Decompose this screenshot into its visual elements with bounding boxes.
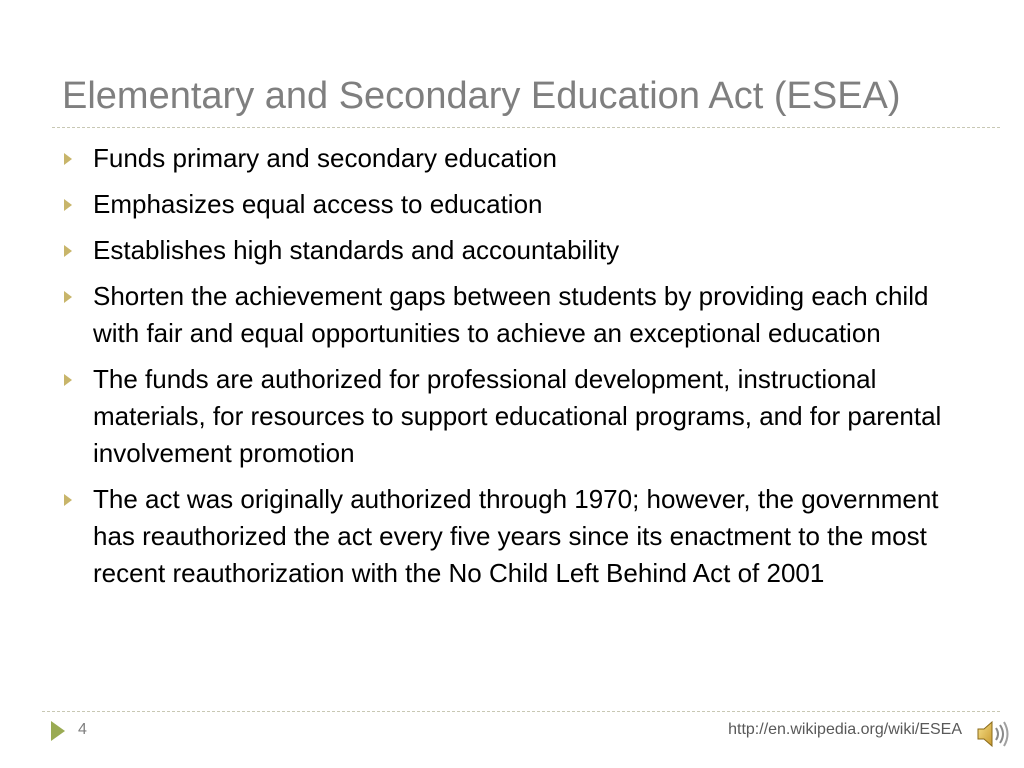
bullet-text: The act was originally authorized through 1970; however, the government has reauthorized the act every five years since its enactment to the most recent reauthorization with the No Child Left Behind Act of 2001 [93, 484, 939, 588]
bullet-item [60, 361, 960, 472]
bullet-arrow-icon [64, 374, 72, 386]
bullet-list [60, 140, 960, 601]
speaker-icon[interactable] [972, 716, 1012, 752]
bullet-text: Funds primary and secondary education [93, 143, 557, 173]
bullet-text: The funds are authorized for professional development, instructional materials, for resources to support educational programs, and for parental involvement promotion [93, 364, 942, 468]
bullet-arrow-icon [64, 291, 72, 303]
bullet-text: Emphasizes equal access to education [93, 189, 543, 219]
slide-title: Elementary and Secondary Education Act (ESEA) [62, 75, 901, 117]
bullet-item [60, 481, 960, 592]
source-link[interactable]: http://en.wikipedia.org/wiki/ESEA [728, 721, 962, 738]
bullet-text: Establishes high standards and accountability [93, 235, 620, 265]
title-divider [52, 127, 1000, 128]
bullet-item [60, 232, 960, 269]
bullet-arrow-icon [64, 153, 72, 165]
bullet-item [60, 278, 960, 352]
bullet-text: Shorten the achievement gaps between students by providing each child with fair and equal opportunities to achieve an exceptional education [93, 281, 929, 348]
bullet-arrow-icon [64, 199, 72, 211]
bullet-arrow-icon [64, 245, 72, 257]
triangle-right-icon [51, 721, 65, 741]
bullet-item [60, 140, 960, 177]
slide-number: 4 [78, 721, 87, 738]
footer-divider [42, 711, 1000, 712]
bullet-item [60, 186, 960, 223]
bullet-arrow-icon [64, 494, 72, 506]
